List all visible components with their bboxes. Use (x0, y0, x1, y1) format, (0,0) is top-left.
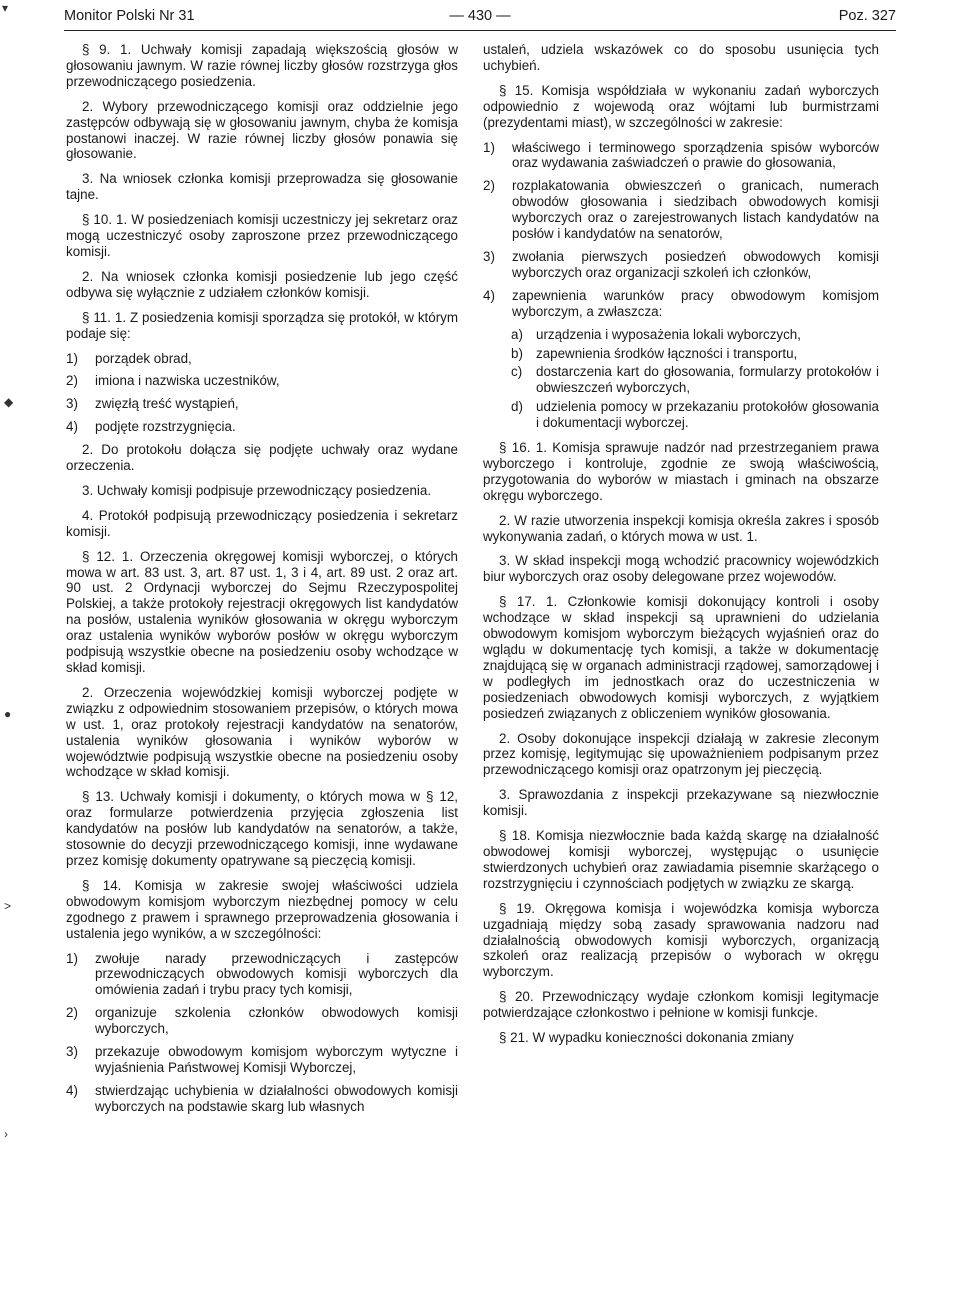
paragraph: 4. Protokół podpisują przewodniczący posiedzenia i sekretarz komisji. (66, 507, 458, 539)
list-item: 4) zapewnienia warunków pracy obwodowym komisjom wyborczym, a zwłaszcza: (483, 287, 879, 319)
paragraph: § 9. 1. Uchwały komisji zapadają większością głosów w głosowaniu jawnym. W razie równej liczby głosów rozstrzyga głos przewodniczącego posiedzenia. (66, 42, 458, 89)
list-item: 3) zwołania pierwszych posiedzeń obwodowych komisji wyborczych oraz organizacji szkoleń ich członków, (483, 248, 879, 280)
list-item: 1) porządek obrad, (66, 350, 192, 366)
paragraph: ustaleń, udziela wskazówek co do sposobu usunięcia tych uchybień. (483, 42, 879, 73)
publication-title: Monitor Polski Nr 31 (64, 8, 195, 24)
corner-mark: ▾ (2, 1, 9, 15)
paragraph: § 21. W wypadku konieczności dokonania zmiany (499, 1030, 794, 1046)
header-rule (64, 30, 896, 31)
paragraph: § 14. Komisja w zakresie swojej właściwości udziela obwodowym komisjom wyborczym niezbędnej pomocy w celu zgodnego z prawem i sprawnego przeprowadzenia głosowania i ustalenia jego wyników, a w szczególności: (66, 877, 458, 941)
paragraph: § 12. 1. Orzeczenia okręgowej komisji wyborczej, o których mowa w art. 83 ust. 3, art. 87 ust. 1, 3 i 4, art. 89 ust. 2 oraz art. 90 ust. 2 Ordynacji wyborczej do Sejmu Rzeczypospolitej Polskiej, a także protokoły rejestracji okręgowych list kandydatów na posłów, ustalenia wyników głosowania w okręgu wyborczym oraz ustalenia wyników wyborów posłów w okręgu wyborczym podpisują wszystkie obecne na posiedzeniu osoby wchodzące w skład komisji. (66, 548, 458, 675)
paragraph: 3. Uchwały komisji podpisuje przewodniczący posiedzenia. (82, 482, 432, 498)
list-item: 3) zwięzłą treść wystąpień, (66, 396, 239, 412)
list-item: 4) stwierdzając uchybienia w działalności obwodowych komisji wyborczych na podstawie skarg lub własnych (66, 1082, 458, 1114)
sub-list-item: a) urządzenia i wyposażenia lokali wyborczych, (511, 326, 801, 342)
list-item: 4) podjęte rozstrzygnięcia. (66, 419, 236, 435)
paragraph: 2. Do protokołu dołącza się podjęte uchwały oraz wydane orzeczenia. (66, 442, 458, 474)
page-header (64, 6, 896, 30)
margin-mark: ● (4, 707, 12, 721)
paragraph: § 16. 1. Komisja sprawuje nadzór nad przestrzeganiem prawa wyborczego i kontroluje, zgodnie ze swoją właściwością, przygotowania do wyborów w miastach i gminach na obszarze okręgu wyborczego. (483, 440, 879, 503)
margin-mark: ◆ (4, 395, 14, 409)
sub-list-item: b) zapewnienia środków łączności i transportu, (511, 345, 798, 361)
list-item: 3) przekazuje obwodowym komisjom wyborczym wytyczne i wyjaśnienia Państwowej Komisji Wyborczej, (66, 1044, 458, 1075)
paragraph: 2. W razie utworzenia inspekcji komisja określa zakres i sposób wykonywania zadań, o których mowa w ust. 1. (483, 512, 879, 544)
paragraph: § 20. Przewodniczący wydaje członkom komisji legitymacje potwierdzające członkostwo i pełnione w komisji funkcje. (483, 989, 879, 1021)
paragraph: § 19. Okręgowa komisja i wojewódzka komisja wyborcza uzgadniają między sobą zasady sprawowania nadzoru nad działalnością obwodowych komisji wyborczych, organizacją szkoleń oraz realizacją przepisów o wyborach w okręgu wyborczym. (483, 900, 879, 980)
sub-list-item: d) udzielenia pomocy w przekazaniu protokołów głosowania i dokumentacji wyborczej. (511, 399, 879, 431)
right-column (483, 42, 879, 1055)
paragraph: 2. Osoby dokonujące inspekcji działają w zakresie zleconym przez komisję, legitymując się upoważnieniem podpisanym przez przewodniczącego komisji oraz opatrzonym jej pieczęcią. (483, 730, 879, 778)
position-number: Poz. 327 (838, 8, 896, 24)
paragraph: § 11. 1. Z posiedzenia komisji sporządza się protokół, w którym podaje się: (66, 309, 458, 341)
paragraph: 3. Na wniosek członka komisji przeprowadza się głosowanie tajne. (66, 171, 458, 203)
paragraph: § 17. 1. Członkowie komisji dokonujący kontroli i osoby wchodzące w skład inspekcji są uprawnieni do udzielania obwodowym komisjom wyborczym bieżących wyjaśnień oraz do wglądu w dokumentację tych komisji, a także w dokumentację znajdującą się w organach administracji rządowej, samorządowej i w podległych im jednostkach oraz do uczestniczenia w posiedzeniach obwodowych komisji wyborczych, z wyjątkiem posiedzeń związanych z obliczeniem wyników głosowania. (483, 594, 879, 721)
paragraph: § 18. Komisja niezwłocznie bada każdą skargę na działalność obwodowej komisji wyborczej, występując o usunięcie stwierdzonych uchybień oraz zawiadamia pisemnie skarżącego o rozstrzygnięciu i czynnościach podjętych w związku ze skargą. (483, 828, 879, 891)
sub-list-item: c) dostarczenia kart do głosowania, formularzy protokołów i obwieszczeń wyborczych, (511, 364, 879, 396)
paragraph: 3. W skład inspekcji mogą wchodzić pracownicy wojewódzkich biur wyborczych oraz osoby delegowane przez wojewodów. (483, 553, 879, 585)
paragraph: § 15. Komisja współdziała w wykonaniu zadań wyborczych odpowiednio z wojewodą oraz wójtami lub burmistrzami (prezydentami miast), w szczególności w zakresie: (483, 82, 879, 130)
left-column (66, 42, 458, 1122)
paragraph: 2. Orzeczenia wojewódzkiej komisji wyborczej podjęte w związku z odpowiednim stosowaniem przepisów, o których mowa w ust. 1, oraz protokoły rejestracji kandydatów na senatorów, ustalenia wyników głosowania i wyników wyborów w województwie podpisują wszystkie obecne na posiedzeniu osoby wchodzące w skład komisji. (66, 684, 458, 780)
paragraph: 2. Na wniosek członka komisji posiedzenie lub jego część odbywa się wyłącznie z udziałem członków komisji. (66, 268, 458, 300)
paragraph: 3. Sprawozdania z inspekcji przekazywane są niezwłocznie komisji. (483, 787, 879, 819)
list-item: 1) właściwego i terminowego sporządzenia spisów wyborców oraz wydawania zaświadczeń o prawie do głosowania, (483, 139, 879, 171)
list-item: 1) zwołuje narady przewodniczących i zastępców przewodniczących obwodowych komisji wyborczych dla omówienia zadań i trybu pracy tych komisji, (66, 950, 458, 998)
margin-mark: › (4, 1127, 8, 1141)
list-item: 2) rozplakatowania obwieszczeń o granicach, numerach obwodów głosowania i siedzibach obwodowych komisji wyborczych oraz o zarejestrowanych listach kandydatów na posłów i kandydatów na senatorów, (483, 178, 879, 242)
paragraph: § 13. Uchwały komisji i dokumenty, o których mowa w § 12, oraz formularze potwierdzenia przyjęcia zgłoszenia list kandydatów na posłów lub kandydatów na senatorów, a także, stosownie do decyzji przewodniczącego komisji, inne wydawane przez komisję dokumenty opatrywane są pieczęcią komisji. (66, 789, 458, 868)
list-item: 2) organizuje szkolenia członków obwodowych komisji wyborczych, (66, 1005, 458, 1037)
page-number: — 430 — (449, 8, 511, 24)
margin-mark: > (4, 899, 12, 913)
paragraph: § 10. 1. W posiedzeniach komisji uczestniczy jej sekretarz oraz mogą uczestniczyć osoby zaproszone przez przewodniczącego komisji. (66, 212, 458, 259)
list-item: 2) imiona i nazwiska uczestników, (66, 373, 280, 389)
paragraph: 2. Wybory przewodniczącego komisji oraz oddzielnie jego zastępców odbywają się w głosowaniu jawnym, chyba że komisja postanowi inaczej. W razie równej liczby głosów ponawia się głosowanie. (66, 98, 458, 162)
